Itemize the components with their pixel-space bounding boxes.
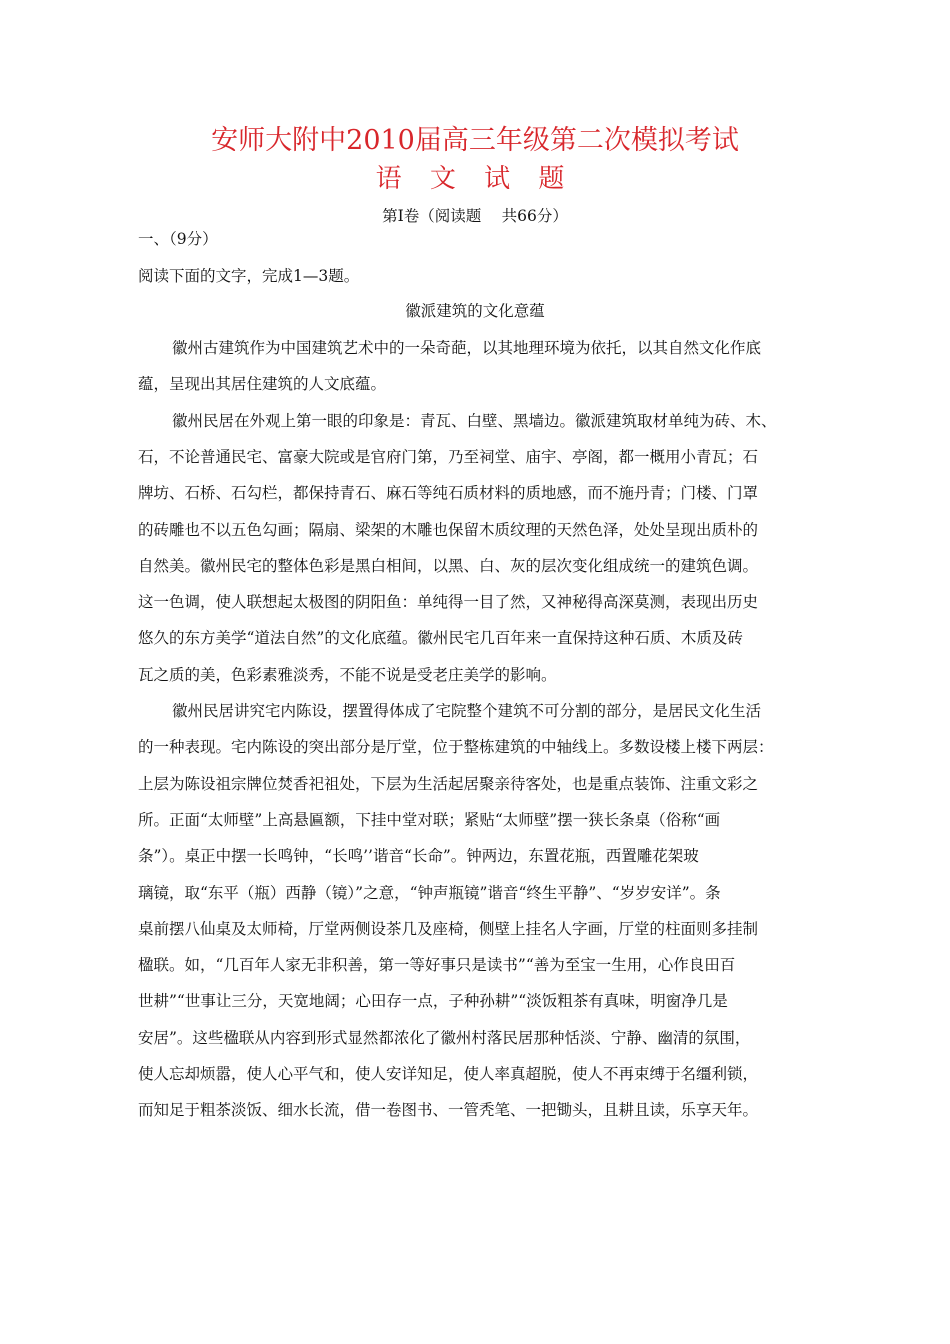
article-line: 楹联。如，“几百年人家无非积善，第一等好事只是读书”“善为至宝一生用，心作良田百 bbox=[138, 956, 736, 975]
volume-heading: 第Ⅰ卷（阅读题 共66分） bbox=[382, 207, 568, 225]
article-line: 悠久的东方美学“道法自然”的文化底蕴。徽州民宅几百年来一直保持这种石质、木质及砖 bbox=[138, 629, 743, 648]
article-line: 石，不论普通民宅、富豪大院或是官府门第，乃至祠堂、庙宇、亭阁，都一概用小青瓦；石 bbox=[138, 447, 759, 466]
article-line: 这一色调，使人联想起太极图的阴阳鱼：单纯得一目了然，又神秘得高深莫测，表现出历史 bbox=[138, 593, 759, 612]
article-line: 璃镜，取“东平（瓶）西静（镜）”之意，“钟声瓶镜”谐音“终生平静”、“岁岁安详”。条 bbox=[138, 883, 721, 902]
article-line: 的一种表现。宅内陈设的突出部分是厅堂，位于整栋建筑的中轴线上。多数设楼上楼下两层： bbox=[138, 738, 774, 757]
article-line: 桌前摆八仙桌及太师椅，厅堂两侧设茶几及座椅，侧壁上挂名人字画，厅堂的柱面则多挂制 bbox=[138, 919, 759, 938]
article-line: 徽州民居在外观上第一眼的印象是：青瓦、白壁、黑墙边。徽派建筑取材单纯为砖、木、 bbox=[172, 411, 777, 430]
article-line: 世耕”“世事让三分，天宽地阔；心田存一点，子种孙耕”“淡饭粗茶有真味，明窗净几是 bbox=[138, 992, 728, 1011]
article-line: 使人忘却烦嚣，使人心平气和，使人安详知足，使人率真超脱，使人不再束缚于名缰利锁， bbox=[138, 1065, 759, 1083]
article-line: 牌坊、石桥、石勾栏，都保持青石、麻石等纯石质材料的质地感，而不施丹青；门楼、门罩 bbox=[138, 484, 759, 503]
article-line: 而知足于粗茶淡饭、细水长流，借一卷图书、一管秃笔、一把锄头，且耕且读，乐享天年。 bbox=[138, 1101, 759, 1120]
article-line: 瓦之质的美，色彩素雅淡秀，不能不说是受老庄美学的影响。 bbox=[138, 665, 557, 684]
article-line: 徽州民居讲究宅内陈设，摆置得体成了宅院整个建筑不可分割的部分，是居民文化生活 bbox=[172, 702, 762, 720]
article-title: 徽派建筑的文化意蕴 bbox=[405, 302, 545, 320]
article-line: 安居”。这些楹联从内容到形式显然都浓化了徽州村落民居那种恬淡、宁静、幽清的氛围， bbox=[138, 1028, 751, 1047]
exam-subtitle: 语 文 试 题 bbox=[375, 164, 575, 194]
article-line: 的砖雕也不以五色勾画；隔扇、梁架的木雕也保留木质纹理的天然色泽，处处呈现出质朴的 bbox=[138, 520, 759, 539]
exam-title: 安师大附中2010届高三年级第二次模拟考试 bbox=[211, 125, 739, 156]
article-line: 条”）。桌正中摆一长鸣钟，“长鸣’’谐音“长命”。钟两边，东置花瓶，西置雕花架玻 bbox=[138, 847, 699, 866]
article-line: 蕴，呈现出其居住建筑的人文底蕴。 bbox=[138, 375, 387, 394]
article-line: 上层为陈设祖宗牌位焚香祀祖处，下层为生活起居聚亲待客处，也是重点装饰、注重文彩之 bbox=[138, 774, 759, 793]
reading-instruction: 阅读下面的文字，完成1—3题。 bbox=[138, 267, 360, 285]
article-line: 所。正面“太师壁”上高悬匾额，下挂中堂对联；紧贴“太师壁”摆一狭长条桌（俗称“画 bbox=[138, 810, 721, 829]
article-line: 自然美。徽州民宅的整体色彩是黑白相间，以黑、白、灰的层次变化组成统一的建筑色调。 bbox=[138, 556, 759, 575]
section-heading: 一、（9分） bbox=[138, 230, 218, 248]
article-line: 徽州古建筑作为中国建筑艺术中的一朵奇葩，以其地理环境为依托，以其自然文化作底 bbox=[172, 339, 762, 357]
